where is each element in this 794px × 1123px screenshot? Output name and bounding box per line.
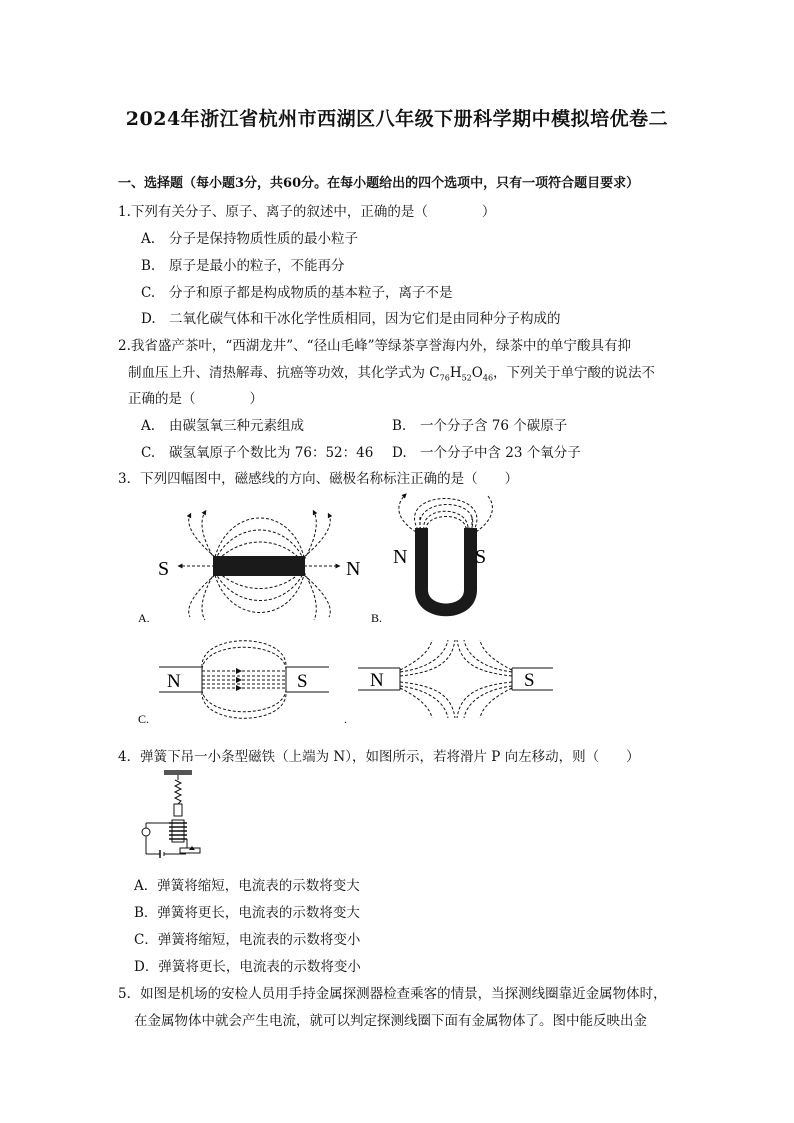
- q4-option-d: D．弹簧将更长，电流表的示数将变小: [134, 959, 361, 975]
- option-text: 二氧化碳气体和干冰化学性质相同，因为它们是由同种分子构成的: [169, 311, 561, 327]
- option-text: 一个分子中含 23 个氧分子: [420, 445, 581, 461]
- q4-option-c: C．弹簧将缩短，电流表的示数将变小: [134, 932, 361, 948]
- q2-option-c: [141, 441, 373, 461]
- formula-sub: 52: [461, 373, 472, 383]
- option-label: D.: [392, 445, 407, 461]
- q2-text: ，下列关于单宁酸的说法不: [493, 365, 656, 381]
- q1-option-a: [141, 227, 358, 247]
- page-title: 2024年浙江省杭州市西湖区八年级下册科学期中模拟培优卷二: [125, 108, 669, 130]
- q1-stem: 1.下列有关分子、原子、离子的叙述中，正确的是（ ）: [118, 204, 496, 220]
- formula-element: O: [471, 365, 483, 381]
- pole-label: S: [475, 546, 487, 568]
- option-label: C.: [141, 285, 156, 301]
- q3-figures: [0, 490, 794, 730]
- q2-stem-line2: [128, 361, 655, 383]
- option-text: 分子和原子都是构成物质的基本粒子，离子不是: [169, 285, 453, 301]
- option-label: A.: [141, 231, 156, 247]
- q4-option-b: B．弹簧将更长，电流表的示数将变大: [134, 905, 360, 921]
- q5-stem-line2: 在金属物体中就会产生电流，就可以判定探测线圈下面有金属物体了。图中能反映出金: [134, 1013, 647, 1029]
- figure-label-c: C.: [138, 712, 150, 726]
- section-heading: 一、选择题（每小题3分，共60分。在每小题给出的四个选项中，只有一项符合题目要求）: [118, 176, 640, 191]
- option-label: A.: [141, 418, 156, 434]
- option-label: C.: [141, 445, 156, 461]
- pole-label: N: [370, 670, 384, 691]
- option-text: 一个分子含 76 个碳原子: [420, 418, 568, 434]
- q4-stem: 4．弹簧下吊一小条型磁铁（上端为 N），如图所示，若将滑片 P 向左移动，则（ ）: [118, 749, 640, 765]
- q1-option-d: [141, 307, 561, 327]
- q1-option-c: [141, 281, 453, 301]
- pole-label: N: [393, 546, 408, 568]
- q1-option-b: [141, 254, 345, 274]
- pole-label: S: [297, 671, 308, 692]
- figure-label-b: B.: [371, 611, 383, 625]
- q5-stem-line1: 5．如图是机场的安检人员用手持金属探测器检查乘客的情景，当探测线圈靠近金属物体时，: [118, 986, 667, 1002]
- q2-text: 制血压上升、清热解毒、抗癌等功效，其化学式为 C: [128, 365, 440, 381]
- q2-option-b: [392, 414, 567, 434]
- q4-spring-circuit-figure: [136, 768, 206, 860]
- pole-label: S: [158, 558, 170, 580]
- pole-label: N: [167, 671, 181, 692]
- figure-b-u-magnet: [399, 495, 493, 532]
- option-text: 原子是最小的粒子，不能再分: [169, 258, 345, 274]
- option-label: D.: [141, 311, 156, 327]
- option-text: 碳氢氧原子个数比为 76：52：46: [169, 445, 374, 461]
- figure-label-a: A.: [138, 611, 150, 625]
- u-magnet: [415, 528, 477, 616]
- q3-stem: 3．下列四幅图中，磁感线的方向、磁极名称标注正确的是（ ）: [118, 471, 519, 487]
- option-label: B.: [392, 418, 407, 434]
- q2-option-a: [141, 414, 304, 434]
- option-label: B.: [141, 258, 156, 274]
- q2-stem-line3: 正确的是（ ）: [128, 391, 263, 407]
- option-text: 分子是保持物质性质的最小粒子: [169, 231, 358, 247]
- figure-label-d: .: [344, 712, 347, 726]
- formula-sub: 46: [482, 373, 494, 383]
- formula-sub: 76: [439, 373, 450, 383]
- q2-option-d: [392, 441, 581, 461]
- pole-label: N: [346, 558, 361, 580]
- pole-label: S: [524, 670, 535, 691]
- bar-magnet: [213, 556, 305, 576]
- formula-element: H: [449, 365, 462, 381]
- q2-stem-line1: 2.我省盛产茶叶，“西湖龙井”、“径山毛峰”等绿茶享誉海内外，绿茶中的单宁酸具有抑: [118, 338, 631, 354]
- q4-option-a: A．弹簧将缩短，电流表的示数将变大: [134, 878, 360, 894]
- option-text: 由碳氢氧三种元素组成: [169, 418, 304, 434]
